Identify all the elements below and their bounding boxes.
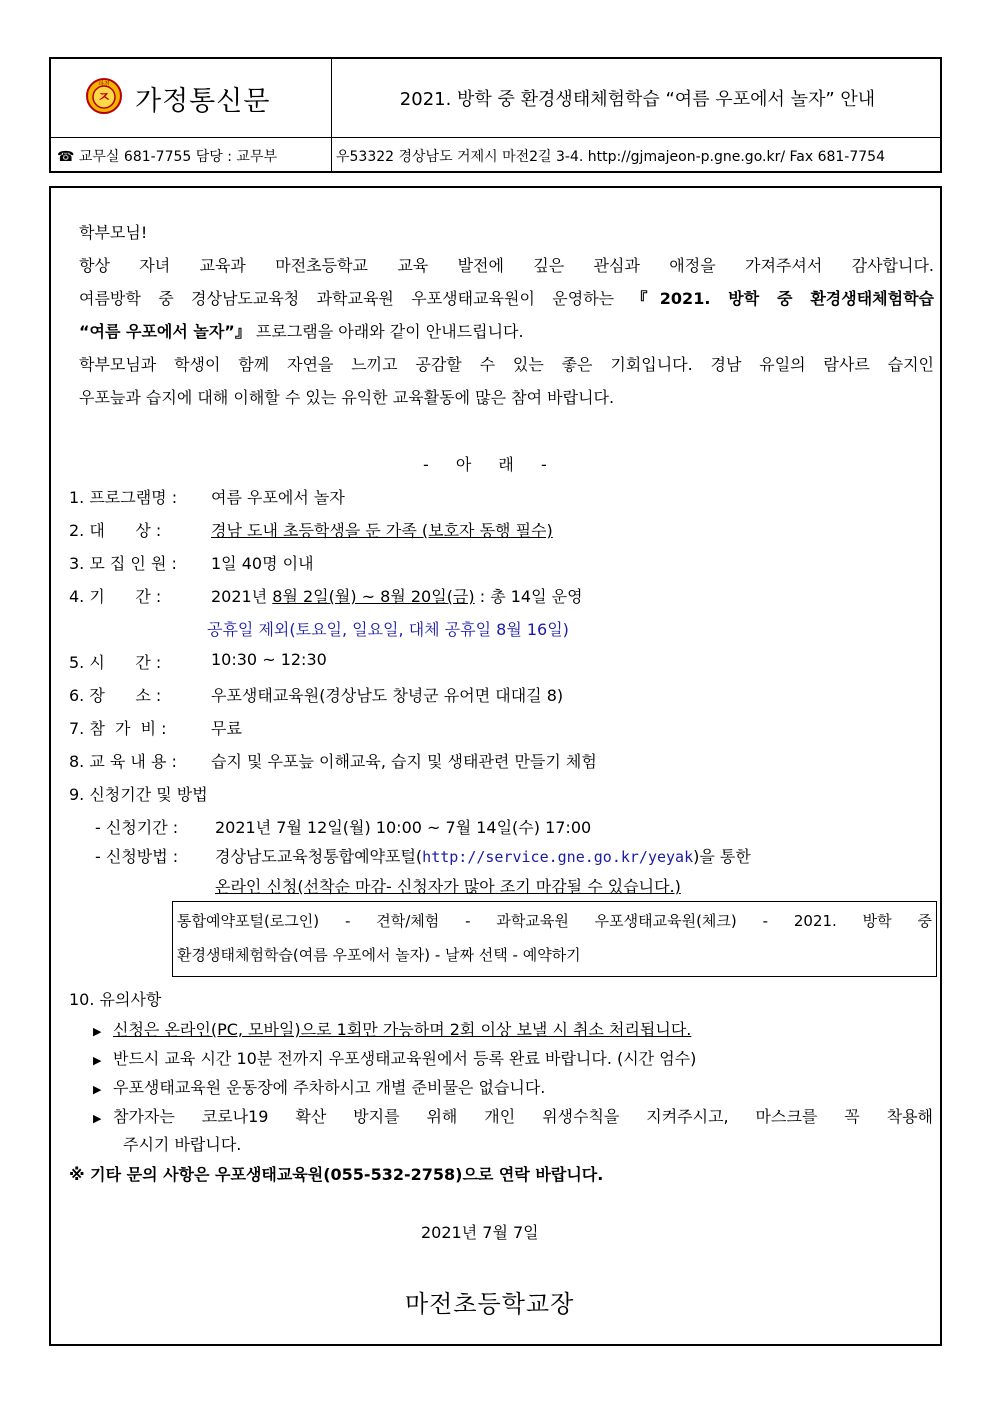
item-2-value: 경남 도내 초등학생을 둔 가족 (보호자 동행 필수) xyxy=(211,521,553,540)
item-3-label: 3. 모 집 인 원 : xyxy=(69,554,177,573)
caution-3: ▶ 우포생태교육원 운동장에 주차하시고 개별 준비물은 없습니다. xyxy=(93,1078,546,1097)
svg-text:ㅈ: ㅈ xyxy=(97,90,111,106)
document-kind: 가정통신문 xyxy=(135,86,271,117)
item-2-label: 2. 대 상 : xyxy=(69,521,162,540)
issue-date: 2021년 7월 7일 xyxy=(421,1223,539,1242)
header-row-contact xyxy=(51,137,940,173)
intro-line-5: 우포늪과 습지에 대해 이해할 수 있는 유익한 교육활동에 많은 참여 바랍니다. xyxy=(79,388,615,407)
header-row-title xyxy=(51,59,940,138)
item-3-value: 1일 40명 이내 xyxy=(211,554,314,573)
item-1-value: 여름 우포에서 놀자 xyxy=(211,488,345,507)
item-8-label: 8. 교 육 내 용 : xyxy=(69,752,177,771)
caution-2: ▶ 반드시 교육 시간 10분 전까지 우포생태교육원에서 등록 완료 바랍니다. (시간 엄수) xyxy=(93,1049,697,1068)
caution-1: ▶ 신청은 온라인(PC, 모바일)으로 1회만 가능하며 2회 이상 보낼 시 취소 처리됩니다. xyxy=(93,1020,692,1039)
reservation-steps-line-1: 통합예약포털(로그인) - 견학/체험 - 과학교육원 우포생태교육원(체크) - 2021. 방학 중 xyxy=(177,912,932,930)
intro-line-2: 여름방학 중 경상남도교육청 과학교육원 우포생태교육원이 운영하는 『2021. 방학 중 환경생태체험학습 xyxy=(79,289,934,308)
item-5-value: 10:30 ~ 12:30 xyxy=(211,650,327,669)
triangle-bullet-icon: ▶ xyxy=(93,1083,102,1096)
intro-line-3: “여름 우포에서 놀자”』 프로그램을 아래와 같이 안내드립니다. xyxy=(79,322,524,341)
item-10-label: 10. 유의사항 xyxy=(69,990,162,1009)
school-emblem-icon xyxy=(85,77,123,115)
principal-signature: 마전초등학교장 xyxy=(405,1290,575,1318)
apply-method-label: - 신청방법 : xyxy=(95,847,179,866)
online-apply-note: 온라인 신청(선착순 마감- 신청자가 많아 조기 마감될 수 있습니다.) xyxy=(215,877,681,896)
apply-period-value: 2021년 7월 12일(월) 10:00 ~ 7월 14일(수) 17:00 xyxy=(215,818,592,837)
triangle-bullet-icon: ▶ xyxy=(93,1054,102,1067)
contact-note: ※ 기타 문의 사항은 우포생태교육원(055-532-2758)으로 연락 바랍니다. xyxy=(69,1165,604,1184)
item-1-label: 1. 프로그램명 : xyxy=(69,488,178,507)
item-6-label: 6. 장 소 : xyxy=(69,686,162,705)
intro-line-4: 학부모님과 학생이 함께 자연을 느끼고 공감할 수 있는 좋은 기회입니다. 경남 유일의 람사르 습지인 xyxy=(79,355,934,374)
caution-4-cont: 주시기 바랍니다. xyxy=(123,1135,242,1154)
item-4-label: 4. 기 간 : xyxy=(69,587,162,606)
contact-phone: ☎ 교무실 681-7755 담당 : 교무부 xyxy=(57,149,278,165)
item-4-value: 2021년 8월 2일(월) ~ 8월 20일(금) : 총 14일 운영 xyxy=(211,587,583,606)
item-7-value: 무료 xyxy=(211,719,242,738)
item-5-label: 5. 시 간 : xyxy=(69,653,162,672)
document-title: 2021. 방학 중 환경생태체험학습 “여름 우포에서 놀자” 안내 xyxy=(399,89,876,110)
item-6-value: 우포생태교육원(경상남도 창녕군 유어면 대대길 8) xyxy=(211,686,564,705)
letter-body xyxy=(49,186,942,1346)
school-address: 우53322 경상남도 거제시 마전2길 3-4. http://gjmajeon-p.gne.go.kr/ Fax 681-7754 xyxy=(336,149,885,165)
item-7-label: 7. 참 가 비 : xyxy=(69,719,167,738)
apply-period-label: - 신청기간 : xyxy=(95,818,179,837)
triangle-bullet-icon: ▶ xyxy=(93,1112,102,1125)
svg-text:마전: 마전 xyxy=(98,81,110,88)
reservation-steps-line-2: 환경생태체험학습(여름 우포에서 놀자) - 날짜 선택 - 예약하기 xyxy=(177,946,581,964)
item-8-value: 습지 및 우포늪 이해교육, 습지 및 생태관련 만들기 체험 xyxy=(211,752,597,771)
header-table xyxy=(49,57,942,173)
item-9-label: 9. 신청기간 및 방법 xyxy=(69,785,208,804)
reservation-portal-link[interactable]: http://service.gne.go.kr/yeyak xyxy=(422,848,694,866)
section-title: - 아 래 - xyxy=(423,455,547,474)
apply-method-value: 경상남도교육청통합예약포털(http://service.gne.go.kr/yeyak)을 통한 xyxy=(215,847,751,866)
intro-line-1: 항상 자녀 교육과 마전초등학교 교육 발전에 깊은 관심과 애정을 가져주셔서 감사합니다. xyxy=(79,256,934,275)
item-4-note: 공휴일 제외(토요일, 일요일, 대체 공휴일 8월 16일) xyxy=(207,620,569,639)
reservation-steps-box xyxy=(172,901,937,977)
triangle-bullet-icon: ▶ xyxy=(93,1025,102,1038)
caution-4: ▶ 참가자는 코로나19 확산 방지를 위해 개인 위생수칙을 지켜주시고, 마스크를 꼭 착용해 xyxy=(93,1107,933,1126)
greeting: 학부모님! xyxy=(79,223,148,242)
